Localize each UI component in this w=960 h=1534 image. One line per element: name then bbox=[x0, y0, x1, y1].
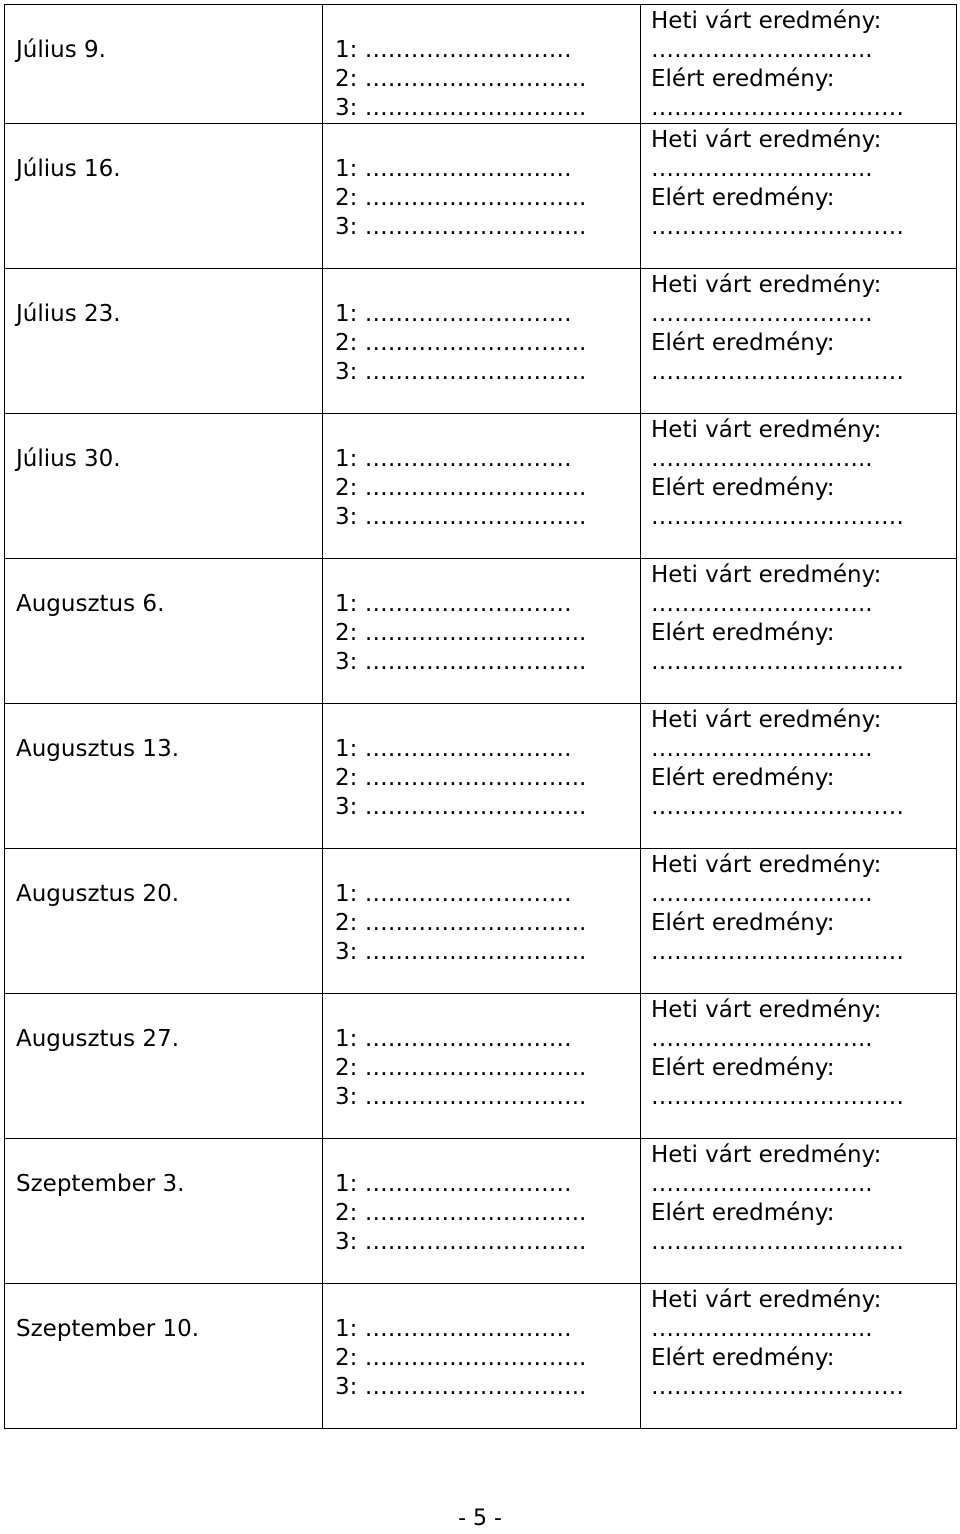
date-cell bbox=[5, 1284, 323, 1429]
table-row bbox=[5, 414, 957, 559]
table-row bbox=[5, 994, 957, 1139]
achieved-result-blank: …………………………… bbox=[651, 649, 904, 675]
result-cell bbox=[641, 559, 957, 704]
goal-line-2: 2: ……………………….. bbox=[335, 185, 587, 211]
achieved-result-label: Elért eredmény: bbox=[651, 1200, 835, 1226]
expected-result-label: Heti várt eredmény: bbox=[651, 852, 882, 878]
achieved-result-blank: …………………………… bbox=[651, 939, 904, 965]
goals-cell bbox=[323, 124, 641, 269]
achieved-result-label: Elért eredmény: bbox=[651, 620, 835, 646]
goals-cell bbox=[323, 414, 641, 559]
result-cell bbox=[641, 1139, 957, 1284]
date-cell bbox=[5, 849, 323, 994]
week-date: Július 30. bbox=[16, 446, 121, 472]
goals-cell bbox=[323, 5, 641, 124]
table-row bbox=[5, 1139, 957, 1284]
goal-line-2: 2: ……………………….. bbox=[335, 1200, 587, 1226]
goal-line-1: 1: ……………………… bbox=[335, 1026, 572, 1052]
goal-line-3: 3: ……………………….. bbox=[335, 649, 587, 675]
goal-line-3: 3: ……………………….. bbox=[335, 1374, 587, 1400]
goal-line-2: 2: ……………………….. bbox=[335, 1055, 587, 1081]
goal-line-2: 2: ……………………….. bbox=[335, 330, 587, 356]
goal-line-1: 1: ……………………… bbox=[335, 446, 572, 472]
result-cell bbox=[641, 124, 957, 269]
expected-result-label: Heti várt eredmény: bbox=[651, 8, 882, 34]
expected-result-label: Heti várt eredmény: bbox=[651, 272, 882, 298]
achieved-result-blank: …………………………… bbox=[651, 1374, 904, 1400]
achieved-result-blank: …………………………… bbox=[651, 95, 904, 121]
goal-line-2: 2: ……………………….. bbox=[335, 475, 587, 501]
week-date: Augusztus 6. bbox=[16, 591, 165, 617]
result-cell bbox=[641, 269, 957, 414]
expected-result-blank: ……………………….. bbox=[651, 1316, 873, 1342]
achieved-result-label: Elért eredmény: bbox=[651, 475, 835, 501]
achieved-result-label: Elért eredmény: bbox=[651, 185, 835, 211]
expected-result-label: Heti várt eredmény: bbox=[651, 707, 882, 733]
goal-line-3: 3: ……………………….. bbox=[335, 359, 587, 385]
date-cell bbox=[5, 704, 323, 849]
goal-line-2: 2: ……………………….. bbox=[335, 1345, 587, 1371]
goal-line-1: 1: ……………………… bbox=[335, 37, 572, 63]
goal-line-1: 1: ……………………… bbox=[335, 736, 572, 762]
goal-line-3: 3: ……………………….. bbox=[335, 1084, 587, 1110]
goal-line-2: 2: ……………………….. bbox=[335, 620, 587, 646]
expected-result-label: Heti várt eredmény: bbox=[651, 997, 882, 1023]
table-body bbox=[5, 5, 957, 1429]
achieved-result-label: Elért eredmény: bbox=[651, 66, 835, 92]
date-cell bbox=[5, 994, 323, 1139]
table-row bbox=[5, 1284, 957, 1429]
week-date: Augusztus 20. bbox=[16, 881, 180, 907]
expected-result-blank: ……………………….. bbox=[651, 156, 873, 182]
goals-cell bbox=[323, 1139, 641, 1284]
date-cell bbox=[5, 559, 323, 704]
achieved-result-label: Elért eredmény: bbox=[651, 1055, 835, 1081]
date-cell bbox=[5, 414, 323, 559]
table-row bbox=[5, 704, 957, 849]
achieved-result-blank: …………………………… bbox=[651, 1084, 904, 1110]
goal-line-1: 1: ……………………… bbox=[335, 881, 572, 907]
expected-result-label: Heti várt eredmény: bbox=[651, 417, 882, 443]
goals-cell bbox=[323, 559, 641, 704]
table-row bbox=[5, 559, 957, 704]
page-number: - 5 - bbox=[458, 1506, 502, 1531]
expected-result-blank: ……………………….. bbox=[651, 881, 873, 907]
goal-line-1: 1: ……………………… bbox=[335, 301, 572, 327]
goals-cell bbox=[323, 849, 641, 994]
expected-result-label: Heti várt eredmény: bbox=[651, 562, 882, 588]
goal-line-1: 1: ……………………… bbox=[335, 1316, 572, 1342]
week-date: Szeptember 10. bbox=[16, 1316, 200, 1342]
goals-cell bbox=[323, 994, 641, 1139]
achieved-result-label: Elért eredmény: bbox=[651, 765, 835, 791]
achieved-result-label: Elért eredmény: bbox=[651, 910, 835, 936]
goal-line-3: 3: ……………………….. bbox=[335, 95, 587, 121]
achieved-result-blank: …………………………… bbox=[651, 794, 904, 820]
expected-result-blank: ……………………….. bbox=[651, 736, 873, 762]
result-cell bbox=[641, 704, 957, 849]
achieved-result-label: Elért eredmény: bbox=[651, 1345, 835, 1371]
date-cell bbox=[5, 5, 323, 124]
result-cell bbox=[641, 1284, 957, 1429]
goal-line-3: 3: ……………………….. bbox=[335, 939, 587, 965]
expected-result-blank: ……………………….. bbox=[651, 1026, 873, 1052]
week-date: Július 9. bbox=[16, 37, 106, 63]
expected-result-label: Heti várt eredmény: bbox=[651, 1142, 882, 1168]
week-date: Július 23. bbox=[16, 301, 121, 327]
goal-line-3: 3: ……………………….. bbox=[335, 504, 587, 530]
goal-line-2: 2: ……………………….. bbox=[335, 66, 587, 92]
week-date: Augusztus 13. bbox=[16, 736, 180, 762]
week-date: Augusztus 27. bbox=[16, 1026, 180, 1052]
achieved-result-blank: …………………………… bbox=[651, 359, 904, 385]
table-row bbox=[5, 849, 957, 994]
achieved-result-label: Elért eredmény: bbox=[651, 330, 835, 356]
week-date: Július 16. bbox=[16, 156, 121, 182]
goal-line-1: 1: ……………………… bbox=[335, 591, 572, 617]
date-cell bbox=[5, 1139, 323, 1284]
goals-cell bbox=[323, 269, 641, 414]
achieved-result-blank: …………………………… bbox=[651, 214, 904, 240]
goals-cell bbox=[323, 704, 641, 849]
table-row bbox=[5, 269, 957, 414]
goal-line-3: 3: ……………………….. bbox=[335, 794, 587, 820]
table-row bbox=[5, 5, 957, 124]
result-cell bbox=[641, 849, 957, 994]
goal-line-1: 1: ……………………… bbox=[335, 156, 572, 182]
expected-result-blank: ……………………….. bbox=[651, 1171, 873, 1197]
table-row bbox=[5, 124, 957, 269]
goal-line-3: 3: ……………………….. bbox=[335, 1229, 587, 1255]
expected-result-blank: ……………………….. bbox=[651, 591, 873, 617]
expected-result-blank: ……………………….. bbox=[651, 446, 873, 472]
expected-result-label: Heti várt eredmény: bbox=[651, 127, 882, 153]
expected-result-blank: ……………………….. bbox=[651, 301, 873, 327]
expected-result-label: Heti várt eredmény: bbox=[651, 1287, 882, 1313]
goal-line-2: 2: ……………………….. bbox=[335, 765, 587, 791]
goal-line-3: 3: ……………………….. bbox=[335, 214, 587, 240]
goal-line-1: 1: ……………………… bbox=[335, 1171, 572, 1197]
result-cell bbox=[641, 994, 957, 1139]
achieved-result-blank: …………………………… bbox=[651, 504, 904, 530]
result-cell bbox=[641, 414, 957, 559]
week-date: Szeptember 3. bbox=[16, 1171, 185, 1197]
date-cell bbox=[5, 269, 323, 414]
achieved-result-blank: …………………………… bbox=[651, 1229, 904, 1255]
goal-line-2: 2: ……………………….. bbox=[335, 910, 587, 936]
goals-cell bbox=[323, 1284, 641, 1429]
result-cell bbox=[641, 5, 957, 124]
weekly-plan-table bbox=[4, 4, 957, 1429]
expected-result-blank: ……………………….. bbox=[651, 37, 873, 63]
date-cell bbox=[5, 124, 323, 269]
